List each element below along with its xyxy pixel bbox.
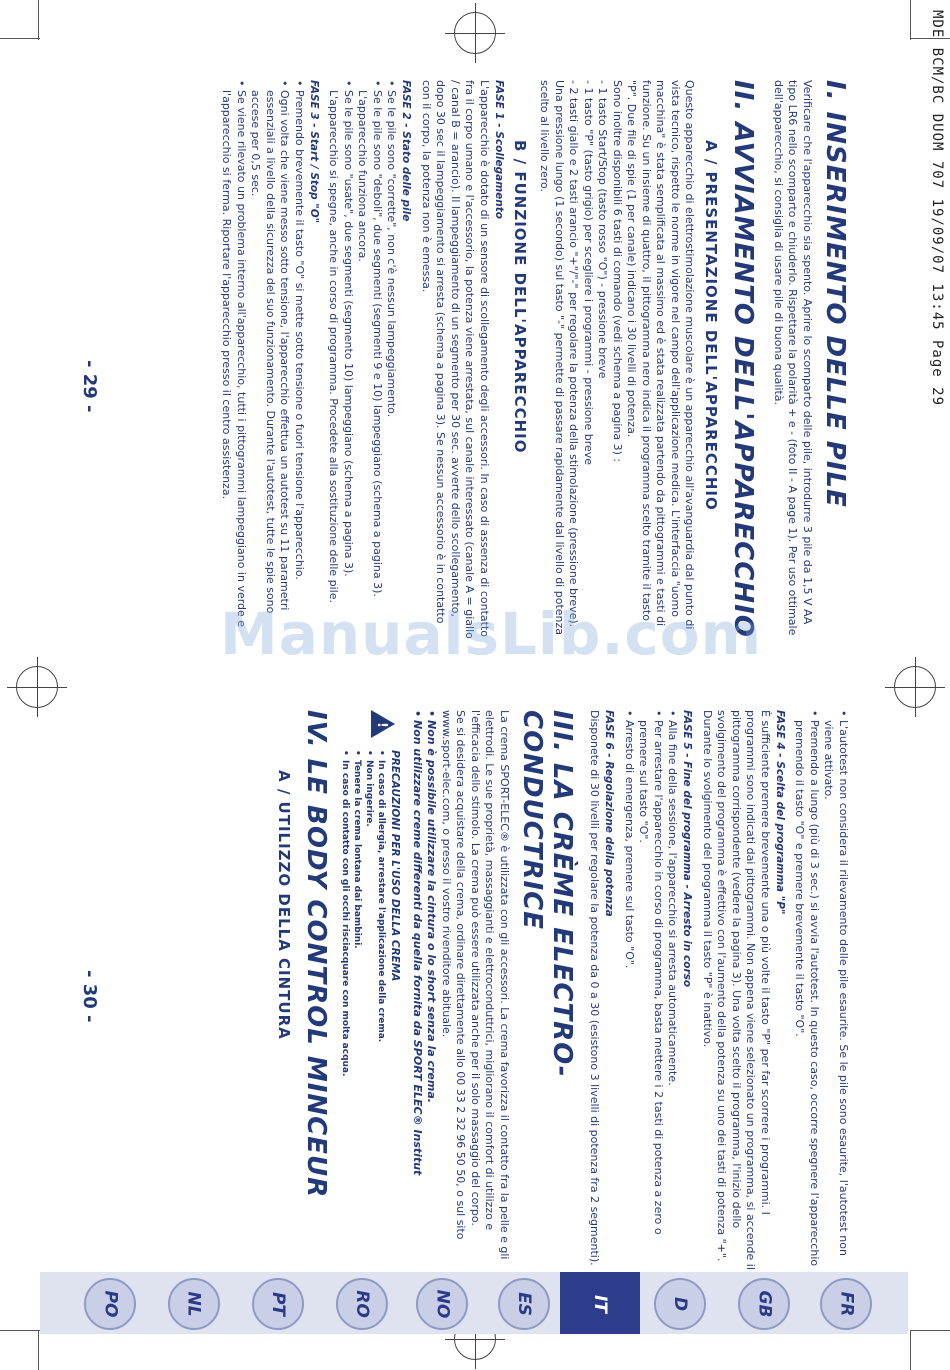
section-4a-title: A / UTILIZZO DELLA CINTURA <box>275 770 294 1040</box>
precaution-item: • In caso di allergia, arrestare l'applicazione della crema. <box>376 750 388 1270</box>
key-item: - 1 tasto "P" (tasto grigio) per scegliere i programmi - pressione breve <box>582 80 595 466</box>
lang-tab-ro[interactable]: RO <box>336 1278 388 1330</box>
section-1-title: I. INSERIMENTO DELLE PILE <box>820 80 850 508</box>
section-2a-title: A / PRESENTAZIONE DELL'APPARECCHIO <box>702 140 721 511</box>
fase-1-title: FASE 1 - Scollegamento <box>493 80 505 220</box>
fase-5-item: • Arresto di emergenza, premere sul tasto "O". <box>622 710 637 1270</box>
precautions-box <box>340 710 402 1270</box>
key-item: - 2 tasti giallo e 2 tasti arancio "+"/"-" per regolare la potenza della stimolazione (pressione breve). Una pressione lungo (1 secondo) sul tasto "-" permette di passare rapidamente dal livello di potenza scelto al livello zero. <box>538 80 581 636</box>
crop-mark <box>38 0 39 40</box>
precautions-title: PRECAUZIONI PER L'USO DELLA CREMA <box>389 750 402 982</box>
lang-tab-nl[interactable]: NL <box>168 1278 220 1330</box>
crop-mark <box>0 1330 40 1331</box>
autotest-item: • Premendo a lungo (più di 3 sec.) si avvia l'autotest. In questo caso, occorre spegnere l'apparecchio premendo il tasto "O" e premere brevemente il tasto "O". <box>792 710 821 1270</box>
lang-tab-it[interactable]: IT <box>574 1278 626 1330</box>
lang-tab-pt[interactable]: PT <box>252 1278 304 1330</box>
autotest-item: • L'autotest non considera il rilevamento delle pile esaurite. Se le pile sono esaurite, l'autotest non viene attivato. <box>821 710 850 1270</box>
section-3-text-2: Se si desidera acquistare della crema, ordinare direttamente allo 00 33 2 32 96 50 50, o sul sito www.sport-elec.com, o presso il vostro rivenditore abituale. <box>440 710 468 1240</box>
registration-mark <box>16 666 58 708</box>
precaution-item: • Non ingerire. <box>364 750 376 1270</box>
language-tab-bar <box>40 1272 908 1334</box>
page-number-30: - 30 - <box>79 970 100 1023</box>
lang-tab-es[interactable]: ES <box>498 1278 550 1330</box>
cream-warning-item: • Non è possibile utilizzare la cintura o lo short senza la crema. <box>424 710 439 1270</box>
fase-3-item: • Ogni volta che viene messo sotto tensione, l'apparecchio effettua un autotest su 11 parametri essenziali a livello della sicurezza del suo funzionamento. Durante l'autotest, tutte le spie sono accese per 0,5 sec. <box>248 80 292 640</box>
fase-5-item: • Per arrestare l'apparecchio in corso di programma, basta mettere i 2 tasti di potenza a zero o premere sul tasto "O". <box>636 710 665 1270</box>
fase-4-title: FASE 4 - Scelta del programma "P" <box>774 710 786 915</box>
fase-2-title: FASE 2 - Stato delle pile <box>400 80 413 222</box>
cream-warning-item: • Non utilizzare creme differenti da quella fornita da SPORT ELEC® Institut <box>410 710 425 1270</box>
precaution-item: • In caso di contatto con gli occhi risciacquare con molta acqua. <box>340 750 352 1270</box>
fase-5-title: FASE 5 - Fine del programma - Arresto in corso <box>681 710 694 988</box>
fase-6-title: FASE 6 - Regolazione della potenza <box>603 710 616 917</box>
section-2-title: II. AVVIAMENTO DELL'APPARECCHIO <box>728 80 759 638</box>
fase-6-text: Disponete di 30 livelli per regolare la potenza da 0 a 30 (esistono 3 livelli di potenza fra 2 segmenti). <box>588 710 602 1266</box>
lang-tab-fr[interactable]: FR <box>820 1278 872 1330</box>
watermark: ManualsLib.com <box>220 600 763 668</box>
fase-2-item: • Se le pile sono "deboli", due segmenti (segmenti 9 e 10) lampeggiano (schema a pagina 3). L'apparecchio funziona ancora. <box>355 80 384 640</box>
lang-tab-gb[interactable]: GB <box>738 1278 790 1330</box>
page-30 <box>270 710 851 1270</box>
fase-2-item: • Se le pile sono "usate", due segmenti (segmento 10) lampeggiano (schema a pagina 3). L'apparecchio si spegne, anche in corso di programma. Procedete alla sostituzione delle pile. <box>326 80 355 640</box>
section-2a-text: Questo apparecchio di elettrostimolazione muscolare è un apparecchio all'avanguardia dal punto di vista tecnico, rispetto le norme in vigore nel campo dell'applicazione medica. L'interfaccia "uomo macchina" è stata semplificata al massimo ed è stata realizzata partendo da pittogrammi e tasti di funzione. Su un insieme di quattro, il pittogramma nero indica il programma scelto tramite il tasto "P". Due file di spie (1 per canale) indicano i 30 livelli di potenza. <box>625 80 697 630</box>
lang-tab-no[interactable]: NO <box>416 1278 468 1330</box>
fase-3-title: FASE 3 - Start / Stop "O" <box>308 80 320 224</box>
crop-mark <box>38 1330 39 1370</box>
fase-5-item: • Alla fine della sessione, l'apparecchio si arresta automaticamente. <box>665 710 680 1270</box>
lang-tab-po[interactable]: PO <box>84 1278 136 1330</box>
section-3-text: La crema SPORT-ELEC® è utilizzata con gli accessori. La crema favorizza il contatto fra la pelle e gli elettrodi. Le sue proprietà, massaggianti e elettroconduttrici, migliorano il comfort di utilizzo e l'efficacia dello stimolo. La crema può essere utilizzata anche per il solo massaggio del corpo. <box>469 710 511 1260</box>
section-2b-title: B / FUNZIONE DELL'APPARECCHIO <box>511 140 529 454</box>
fase-3-item: • Se viene rilevato un problema interno all'apparecchio, tutti i pittogrammi lampeggiano in verde e l'apparecchio si ferma. Riportare l'apparecchio presso il centro assistenza. <box>219 80 248 640</box>
crop-mark <box>910 1330 911 1370</box>
section-4-title: IV. LE BODY CONTROL MINCEUR <box>301 710 332 1199</box>
section-3-title: III. LA CRÈME ELECTRO-CONDUCTRICE <box>517 710 577 1078</box>
lang-tab-d[interactable]: D <box>654 1278 706 1330</box>
fase-1-text: L'apparecchio è dotato di un sensore di scollegamento degli accessori. In caso di assenza di contatto fra il corpo umano e l'accessorio, la potenza viene arrestata, sul canale interessato (canale A = giallo / canal B = arancio). Il lampeggiamento di un segmento per 30 sec. avverte dello scollegamento, dopo 30 sec il lampeggiamento si arresta (schema a pagina 3). Se nessun accessorio è in contatto con il corpo, la potenza non è emessa. <box>420 80 491 639</box>
precaution-item: • Tenere la crema lontana dai bambini. <box>352 750 364 1270</box>
key-item: - 1 tasto Start/Stop (tasto rosso "O") - pressione breve <box>596 80 610 379</box>
print-header: MDE BCM/BC DUOM 707 19/09/07 13:45 Page 29 <box>929 10 945 407</box>
fase-3-item: • Premendo brevemente il tasto "O" si mette sotto tensione o fuori tensione l'apparecchio. <box>292 80 307 640</box>
fase-2-item: • Se le pile sono "corrette", non c'è nessun lampeggiamento. <box>384 80 399 640</box>
crop-mark <box>910 0 911 40</box>
crop-mark <box>0 38 40 39</box>
fase-4-text: È sufficiente premere brevemente una o più volte il tasto "P" per far scorrere i programmi. I programmi sono indicati dai pittogrammi. Non appena viene selezionato un programma, si accende il pittogramma corrispondente (vedere la pagina 3). Una volta scelto il programma, l'inizio dello svolgimento del programma è effettivo con l'aumento della potenza su uno dei tasti di potenza "+". Durante lo svolgimento del programma il tasto "P" è inattivo. <box>701 710 772 1270</box>
section-2a-keys-intro: Sono inoltre disponibili 6 tasti di comando (vedi schema a pagina 3) : <box>611 80 624 463</box>
page-number-29: - 29 - <box>79 360 100 413</box>
warning-triangle-icon <box>372 710 396 738</box>
section-1-text: Verificare che l'apparecchio sia spento. Aprire lo scomparto delle pile, introdurre 3 pile da 1,5 V AA tipo LR6 nello scomparto e chiuderlo. Rispettare la polarità + e - (foto II - A page 1). Per uso ottimale dell'apparecchio, si consiglia di usare pile di buona qualità. <box>772 80 814 636</box>
page-29 <box>219 80 850 640</box>
registration-mark <box>454 12 496 54</box>
